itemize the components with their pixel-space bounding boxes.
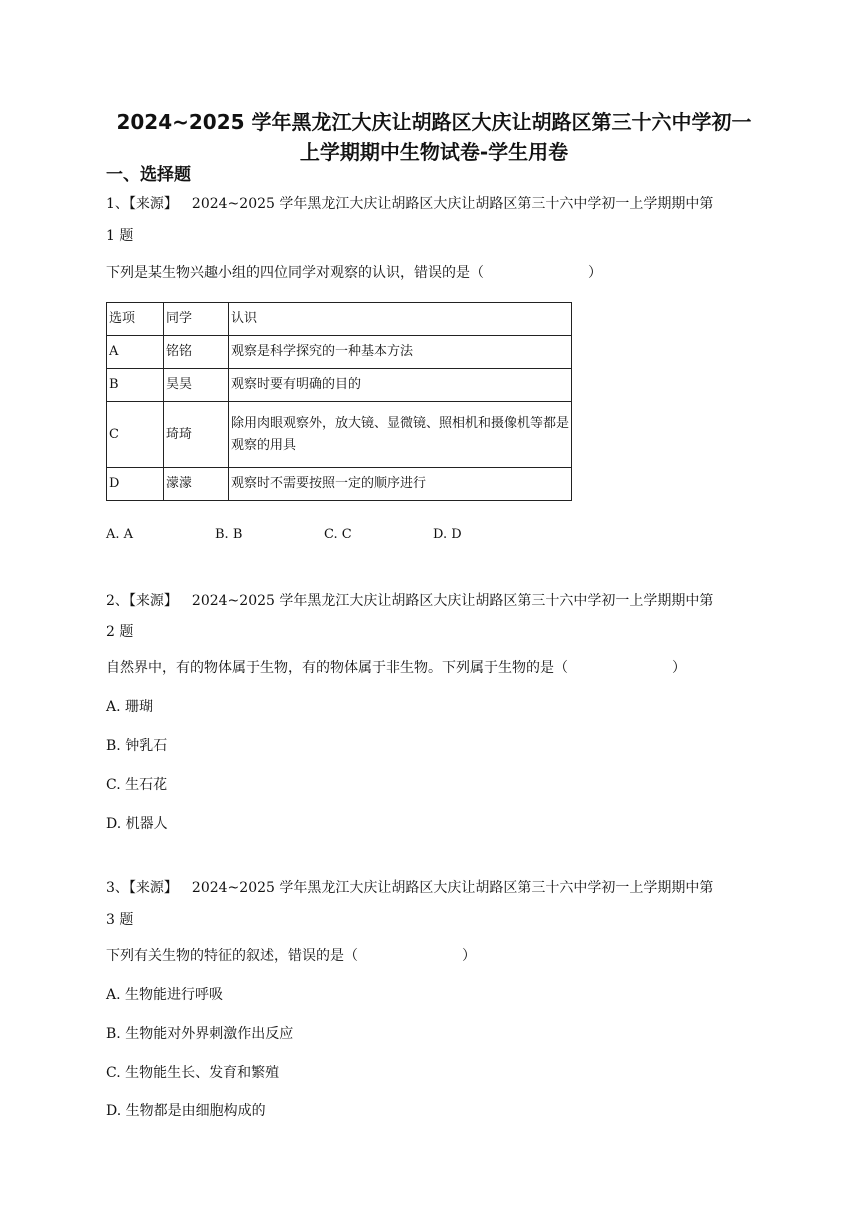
table-cell: 观察是科学探究的一种基本方法	[229, 336, 572, 369]
q1-stem-close: ）	[588, 265, 602, 281]
q1-option-a[interactable]: A. A	[106, 527, 134, 542]
table-row	[107, 402, 572, 468]
document-title-line1: 2024~2025 学年黑龙江大庆让胡路区大庆让胡路区第三十六中学初一	[116, 110, 752, 134]
q3-source-text: 2024~2025 学年黑龙江大庆让胡路区大庆让胡路区第三十六中学初一上学期期中第	[191, 880, 714, 896]
q3-option-a[interactable]: A. 生物能进行呼吸	[106, 987, 224, 1003]
table-cell: 铭铭	[164, 336, 229, 369]
table-header-cell: 同学	[164, 303, 229, 336]
table-row	[107, 468, 572, 501]
q3-option-c[interactable]: C. 生物能生长、发育和繁殖	[106, 1065, 280, 1081]
table-cell: 观察时不需要按照一定的顺序进行	[229, 468, 572, 501]
table-cell: 观察时要有明确的目的	[229, 369, 572, 402]
q3-option-b[interactable]: B. 生物能对外界刺激作出反应	[106, 1026, 294, 1042]
q3-prefix: 3、【来源】	[106, 880, 178, 896]
q2-prefix: 2、【来源】	[106, 593, 178, 609]
q1-stem-text: 下列是某生物兴趣小组的四位同学对观察的认识，错误的是（	[106, 265, 484, 281]
q1-prefix: 1、【来源】	[106, 196, 178, 212]
q1-option-d[interactable]: D. D	[433, 527, 462, 542]
q2-option-b[interactable]: B. 钟乳石	[106, 738, 168, 754]
q2-option-d[interactable]: D. 机器人	[106, 816, 168, 832]
table-cell: 琦琦	[164, 402, 229, 468]
q1-stem	[106, 263, 602, 283]
table-cell: D	[107, 468, 164, 501]
q3-source-line	[106, 878, 713, 898]
q3-stem-close: ）	[462, 948, 476, 964]
table-cell: 昊昊	[164, 369, 229, 402]
table-row	[107, 369, 572, 402]
q3-stem-text: 下列有关生物的特征的叙述，错误的是（	[106, 948, 358, 964]
q2-stem-close: ）	[672, 660, 686, 676]
table-cell: 濛濛	[164, 468, 229, 501]
q2-source-line2: 2 题	[106, 624, 134, 640]
q3-source-line2: 3 题	[106, 912, 134, 928]
document-title-line2: 上学期期中生物试卷-学生用卷	[299, 140, 569, 164]
q1-source-line	[106, 194, 713, 214]
q2-option-a[interactable]: A. 珊瑚	[106, 699, 154, 715]
section-heading: 一、选择题	[106, 165, 191, 185]
table-cell: 除用肉眼观察外，放大镜、显微镜、照相机和摄像机等都是观察的用具	[229, 402, 572, 468]
q3-stem	[106, 946, 476, 966]
table-cell: B	[107, 369, 164, 402]
q2-source-line	[106, 591, 713, 611]
table-header-cell: 认识	[229, 303, 572, 336]
q1-option-b[interactable]: B. B	[215, 527, 243, 542]
q2-option-c[interactable]: C. 生石花	[106, 777, 168, 793]
table-cell: A	[107, 336, 164, 369]
table-cell: C	[107, 402, 164, 468]
q1-source-text: 2024~2025 学年黑龙江大庆让胡路区大庆让胡路区第三十六中学初一上学期期中第	[191, 196, 714, 212]
table-row	[107, 336, 572, 369]
q2-source-text: 2024~2025 学年黑龙江大庆让胡路区大庆让胡路区第三十六中学初一上学期期中第	[191, 593, 714, 609]
table-header-row	[107, 303, 572, 336]
table-header-cell: 选项	[107, 303, 164, 336]
q2-stem	[106, 658, 686, 678]
q1-options	[106, 525, 542, 545]
q1-source-line2: 1 题	[106, 228, 134, 244]
q1-option-c[interactable]: C. C	[324, 527, 352, 542]
q1-table	[106, 302, 572, 501]
q3-option-d[interactable]: D. 生物都是由细胞构成的	[106, 1103, 266, 1119]
q2-stem-text: 自然界中，有的物体属于生物，有的物体属于非生物。下列属于生物的是（	[106, 660, 568, 676]
